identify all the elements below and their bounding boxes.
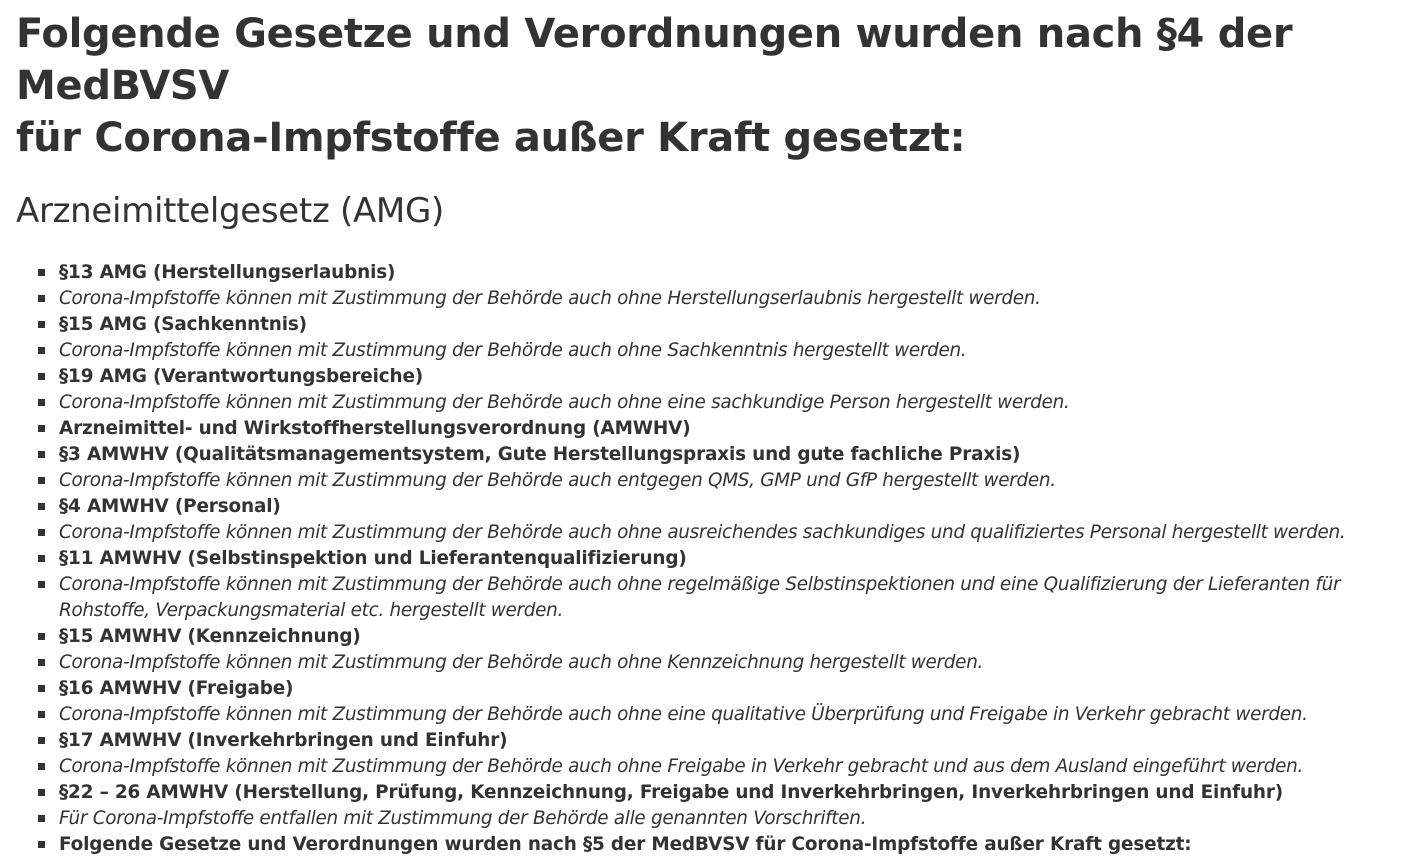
list-item: §13 AMG (Herstellungserlaubnis) <box>16 260 1421 286</box>
list-item: Corona-Impfstoffe können mit Zustimmung der Behörde auch ohne Kennzeichnung hergestellt werden. <box>16 650 1421 676</box>
list-item: Corona-Impfstoffe können mit Zustimmung der Behörde auch entgegen QMS, GMP und GfP hergestellt werden. <box>16 468 1421 494</box>
list-item: Corona-Impfstoffe können mit Zustimmung der Behörde auch ohne Freigabe in Verkehr gebracht und aus dem Ausland eingeführt werden. <box>16 754 1421 780</box>
list-item: Corona-Impfstoffe können mit Zustimmung der Behörde auch ohne Herstellungserlaubnis hergestellt werden. <box>16 286 1421 312</box>
list-item: Arzneimittel- und Wirkstoffherstellungsverordnung (AMWHV) <box>16 416 1421 442</box>
list-item: Corona-Impfstoffe können mit Zustimmung der Behörde auch ohne ausreichendes sachkundiges und qualifiziertes Personal hergestellt werden. <box>16 520 1421 546</box>
list-item: Folgende Gesetze und Verordnungen wurden nach §5 der MedBVSV für Corona-Impfstoffe außer Kraft gesetzt: <box>16 832 1421 858</box>
list-item: §3 AMWHV (Qualitätsmanagementsystem, Gute Herstellungspraxis und gute fachliche Praxis) <box>16 442 1421 468</box>
list-item: Für Corona-Impfstoffe entfallen mit Zustimmung der Behörde alle genannten Vorschriften. <box>16 806 1421 832</box>
page-title-line-2: für Corona-Impfstoffe außer Kraft gesetzt: <box>16 115 966 161</box>
list-item: §4 AMWHV (Personal) <box>16 494 1421 520</box>
page-title-line-1: Folgende Gesetze und Verordnungen wurden nach §4 der MedBVSV <box>16 11 1293 109</box>
list-item: §22 – 26 AMWHV (Herstellung, Prüfung, Kennzeichnung, Freigabe und Inverkehrbringen, Inverkehrbringen und Einfuhr) <box>16 780 1421 806</box>
page-title <box>16 8 1421 164</box>
list-item: §19 AMG (Verantwortungsbereiche) <box>16 364 1421 390</box>
section-title: Arzneimittelgesetz (AMG) <box>16 191 444 231</box>
list-item: Corona-Impfstoffe können mit Zustimmung der Behörde auch ohne regelmäßige Selbstinspektionen und eine Qualifizierung der Lieferanten für Rohstoffe, Verpackungsmaterial etc. hergestellt werden. <box>16 572 1404 624</box>
list-item: §17 AMWHV (Inverkehrbringen und Einfuhr) <box>16 728 1421 754</box>
list-item: Corona-Impfstoffe können mit Zustimmung der Behörde auch ohne Sachkenntnis hergestellt werden. <box>16 338 1421 364</box>
list-item: §15 AMWHV (Kennzeichnung) <box>16 624 1421 650</box>
list-item: §11 AMWHV (Selbstinspektion und Lieferantenqualifizierung) <box>16 546 1421 572</box>
list-item: Corona-Impfstoffe können mit Zustimmung der Behörde auch ohne eine sachkundige Person hergestellt werden. <box>16 390 1421 416</box>
list-item: §15 AMG (Sachkenntnis) <box>16 312 1421 338</box>
list-item: Corona-Impfstoffe können mit Zustimmung der Behörde auch ohne eine qualitative Überprüfung und Freigabe in Verkehr gebracht werden. <box>16 702 1421 728</box>
law-list <box>16 260 1421 858</box>
list-item: §16 AMWHV (Freigabe) <box>16 676 1421 702</box>
